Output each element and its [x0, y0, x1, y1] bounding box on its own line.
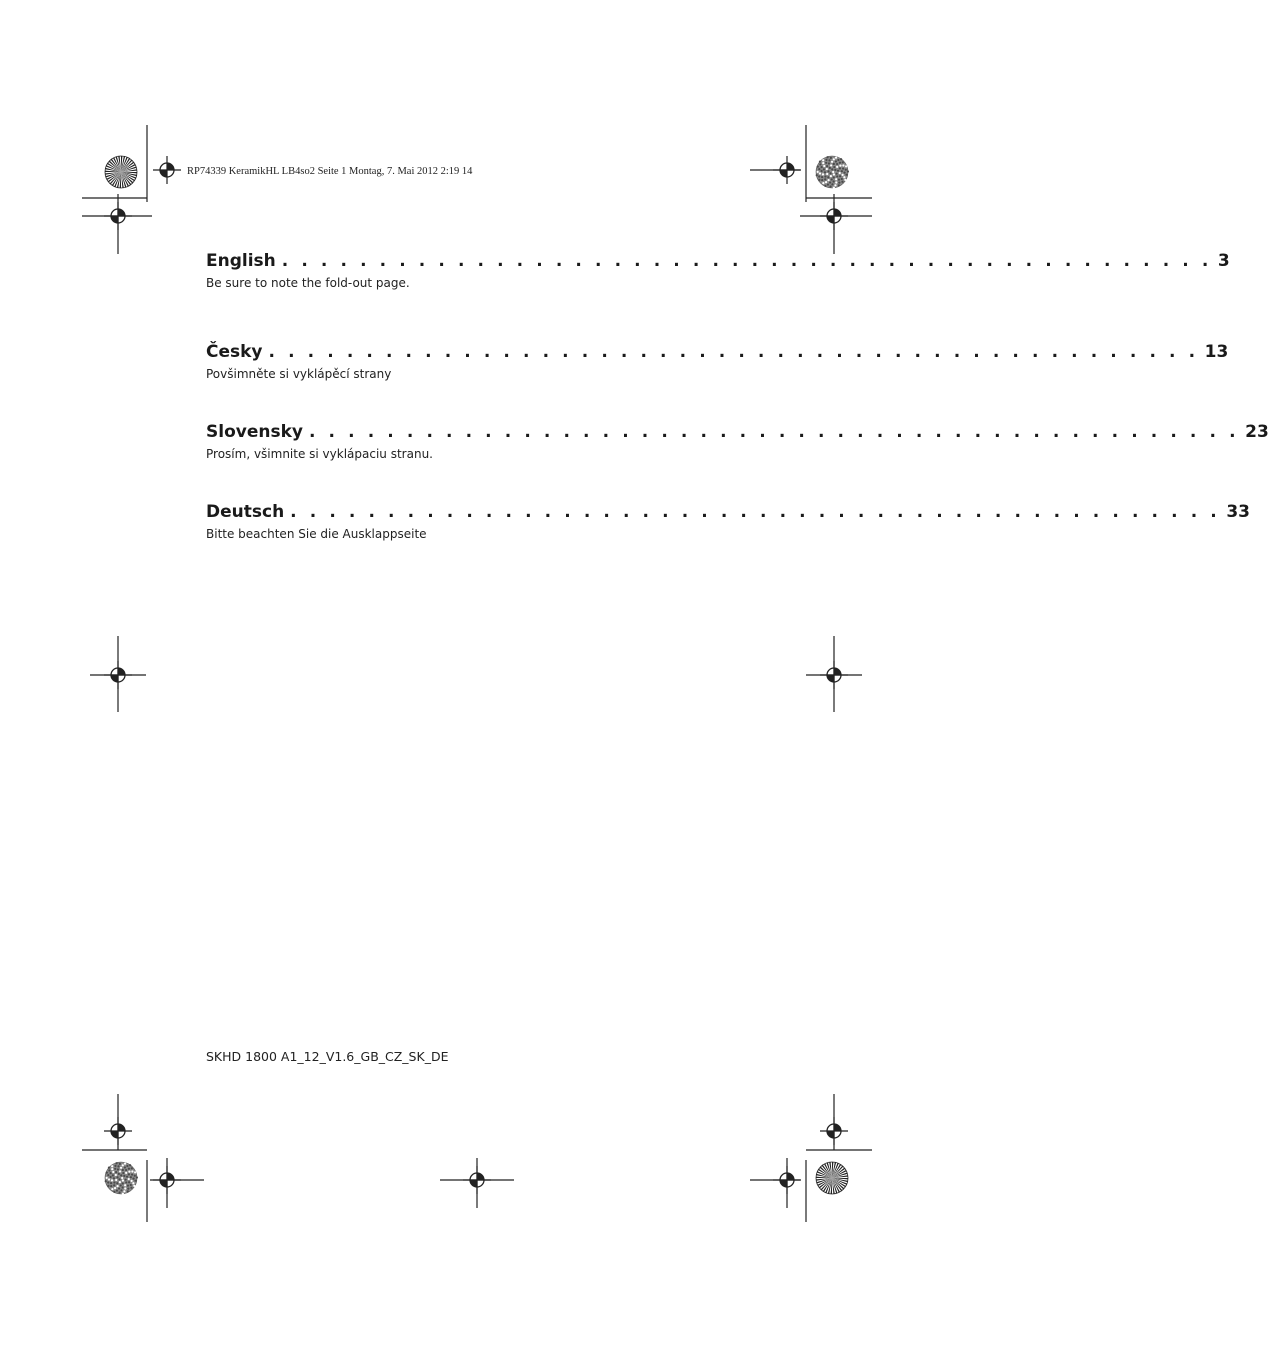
toc-page-number: 3 — [1217, 251, 1230, 271]
toc-title: English — [206, 251, 276, 271]
toc-dot-leader: . . . . . . . . . . . . . . . . . . . . . . . . . . . . . . . . . . . . . . . . . . . . . . . . — [281, 251, 1212, 271]
toc-dot-leader: . . . . . . . . . . . . . . . . . . . . . . . . . . . . . . . . . . . . . . . . . . . . . . . . — [308, 422, 1240, 442]
registration-mark-icon — [153, 156, 181, 184]
star-target-icon — [816, 1162, 848, 1194]
document-id: SKHD 1800 A1_12_V1.6_GB_CZ_SK_DE — [206, 1049, 449, 1064]
star-target-icon — [105, 156, 137, 188]
toc-note: Bitte beachten Sie die Ausklappseite — [206, 527, 427, 541]
toc-title: Deutsch — [206, 502, 285, 522]
toc-dot-leader: . . . . . . . . . . . . . . . . . . . . . . . . . . . . . . . . . . . . . . . . . . . . . . . . — [268, 342, 1199, 362]
toc-title: Slovensky — [206, 422, 303, 442]
toc-page-number: 33 — [1226, 502, 1250, 522]
toc-title: Česky — [206, 342, 263, 362]
toc-dot-leader: . . . . . . . . . . . . . . . . . . . . . . . . . . . . . . . . . . . . . . . . . . . . . . . . — [290, 502, 1221, 522]
toc-page-number: 23 — [1245, 422, 1269, 442]
tone-target-icon — [105, 1162, 138, 1195]
print-slug-line: RP74339 KeramikHL LB4so2 Seite 1 Montag, 7. Mai 2012 2:19 14 — [187, 166, 473, 177]
toc-note: Povšimněte si vyklápěcí strany — [206, 367, 392, 381]
toc-note: Be sure to note the fold-out page. — [206, 276, 410, 290]
tone-target-icon — [816, 156, 849, 189]
toc-note: Prosím, všimnite si vyklápaciu stranu. — [206, 447, 433, 461]
toc-page-number: 13 — [1204, 342, 1229, 362]
